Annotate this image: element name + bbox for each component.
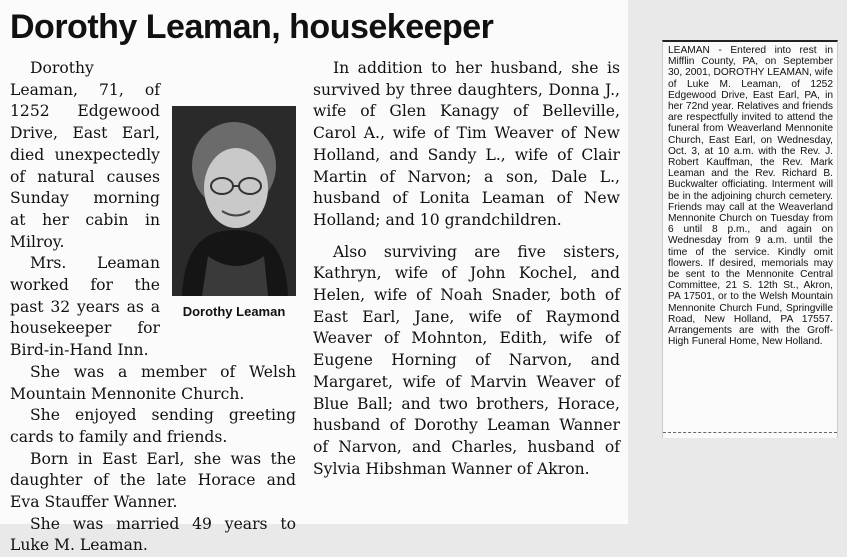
headline: Dorothy Leaman, housekeeper xyxy=(10,8,494,46)
death-notice-clipping xyxy=(662,40,838,438)
obituary-paragraph: She enjoyed sending greeting cards to family and friends. xyxy=(10,406,296,446)
obituary-paragraph: In addition to her husband, she is survived by three daughters, Donna J., wife of Glen Kanagy of Belleville, Carol A., wife of Tim Weaver of New Holland, and Sandy L., wife of Clair Martin of Narvon; a son, Dale L., husband of Lonita Leaman of New Holland; and 10 grandchildren. xyxy=(313,59,620,229)
obituary-paragraph: Born in East Earl, she was the daughter of the late Horace and Eva Stauffer Wanner. xyxy=(10,449,296,512)
obituary-paragraph: Dorothy Leaman, 71, of 1252 Edgewood Drive, East Earl, died unexpectedly of natural causes Sunday morning at her cabin in Milroy. xyxy=(10,59,160,251)
obituary-paragraph: Mrs. Leaman worked for the past 32 years as a housekeeper for Bird-in-Hand Inn. xyxy=(10,254,160,360)
photo-caption: Dorothy Leaman xyxy=(182,304,286,319)
obituary-paragraph: She was married 49 years to Luke M. Leaman. xyxy=(10,514,296,555)
right-column xyxy=(313,58,620,480)
death-notice-text: LEAMAN - Entered into rest in Mifflin County, PA, on September 30, 2001, DOROTHY LEAMAN, wife of Luke M. Leaman, of 1252 Edgewood Drive, East Earl, PA, in her 72nd year. Relatives and friends are respectfully invited to attend the funeral from Weaverland Mennonite Church, East Earl, on Wednesday, Oct. 3, at 10 a.m. with the Rev. J. Robert Kauffman, the Rev. Mark Leaman and the Rev. Richard B. Buckwalter officiating. Interment will be in the adjoining church cemetery. Friends may call at the Weaverland Mennonite Church on Tuesday from 6 until 8 p.m., and again on Wednesday from 9 a.m. until the time of the service. Kindly omit flowers. If desired, memorials may be sent to the Mennonite Central Committee, 21 S. 12th St., Akron, PA 17501, or to the Welsh Mountain Mennonite Church Fund, Springville Road, New Holland, PA 17557. Arrangements are with the Groff-High Funeral Home, New Holland. xyxy=(668,45,833,348)
obituary-paragraph: She was a member of Welsh Mountain Mennonite Church. xyxy=(10,362,296,403)
obituary-paragraph: Also surviving are five sisters, Kathryn, wife of John Kochel, and Helen, wife of Noah Snader, both of East Earl, Jane, wife of Raymond Weaver of Mohnton, Edith, wife of Eugene Horning of Narvon, and Margaret, wife of Marvin Weaver of Blue Ball; and two brothers, Horace, husband of Dorothy Leaman Wanner of Narvon, and Charles, husband of Sylvia Hibshman Wanner of Akron. xyxy=(313,242,620,478)
photo-block xyxy=(168,106,296,320)
clipping-edge xyxy=(663,432,837,438)
portrait-image xyxy=(172,106,296,296)
portrait-photo xyxy=(172,106,296,296)
left-column xyxy=(10,58,296,557)
